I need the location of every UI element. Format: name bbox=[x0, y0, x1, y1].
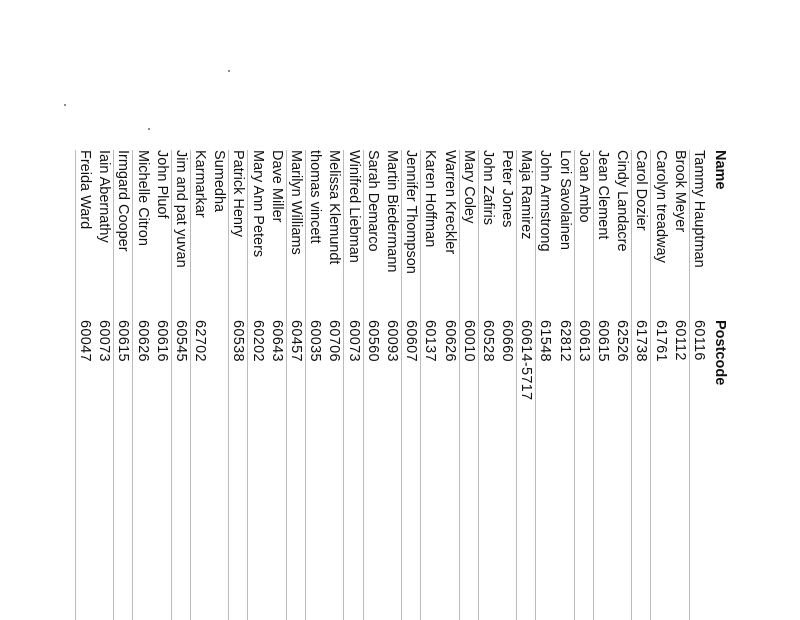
table-row bbox=[631, 150, 650, 620]
postcode-cell: 60560 bbox=[364, 320, 381, 362]
table-header bbox=[708, 150, 730, 620]
name-cell: John Pluof bbox=[153, 150, 170, 219]
table-row bbox=[401, 150, 420, 620]
name-cell: Carol Dozier bbox=[633, 150, 650, 231]
name-cell: Warren Kreckler bbox=[441, 150, 458, 255]
name-cell: Sarah Demarco bbox=[364, 150, 381, 252]
table-row bbox=[113, 150, 132, 620]
postcode-cell: 60615 bbox=[115, 320, 132, 362]
postcode-cell: 60660 bbox=[499, 320, 516, 362]
postcode-cell: 60112 bbox=[671, 320, 688, 361]
name-cell: Jim and pat yuvan bbox=[172, 150, 189, 268]
postcode-cell: 60202 bbox=[249, 320, 266, 362]
scan-speck bbox=[148, 128, 150, 130]
name-cell: Peter Jones bbox=[499, 150, 516, 228]
table-row bbox=[670, 150, 689, 620]
name-cell: Brook Meyer bbox=[671, 150, 688, 233]
scan-speck bbox=[228, 70, 230, 72]
name-cell: Carolyn treadway bbox=[652, 150, 669, 263]
scan-speck bbox=[64, 104, 66, 106]
postcode-cell: 60116 bbox=[691, 320, 707, 361]
name-cell: Karmarkar bbox=[192, 150, 209, 218]
postcode-cell: 60137 bbox=[422, 320, 439, 362]
name-cell: Cindy Landacre bbox=[614, 150, 631, 252]
table-row bbox=[439, 150, 458, 620]
postcode-cell: 60093 bbox=[384, 320, 400, 362]
table-row bbox=[382, 150, 401, 620]
table-row bbox=[535, 150, 554, 620]
table-row bbox=[420, 150, 439, 620]
postcode-cell: 60626 bbox=[441, 320, 458, 362]
table-row bbox=[267, 150, 286, 620]
postcode-cell: 60615 bbox=[595, 320, 612, 362]
name-cell: Martin Biedermann bbox=[384, 150, 400, 273]
table-row bbox=[171, 150, 190, 620]
name-cell: Irmgard Cooper bbox=[115, 150, 132, 252]
name-cell: Karen Hoffman bbox=[422, 150, 439, 248]
postcode-cell: 60613 bbox=[575, 320, 592, 362]
postcode-cell: 61548 bbox=[537, 320, 554, 362]
table-row bbox=[516, 150, 535, 620]
name-cell: Lori Savolainen bbox=[556, 150, 573, 250]
postcode-cell: 60643 bbox=[268, 320, 285, 362]
name-cell: Michelle Citron bbox=[134, 150, 151, 246]
postcode-cell: 60626 bbox=[134, 320, 151, 362]
name-cell: Joan Ambo bbox=[575, 150, 592, 223]
table-row bbox=[190, 150, 209, 620]
table-row bbox=[286, 150, 305, 620]
table-row bbox=[248, 150, 267, 620]
name-cell: Patrick Henry bbox=[230, 150, 247, 238]
table-row bbox=[152, 150, 171, 620]
postcode-cell: 60457 bbox=[288, 320, 305, 362]
table-row bbox=[689, 150, 708, 620]
postcode-cell: 61738 bbox=[633, 320, 650, 362]
name-cell: Sumedha bbox=[211, 150, 228, 213]
table-row bbox=[343, 150, 362, 620]
name-cell: John Zafiris bbox=[479, 150, 496, 225]
table-body bbox=[75, 150, 708, 620]
name-column-header: Name bbox=[711, 150, 728, 190]
name-cell: Iain Abernathy bbox=[96, 150, 113, 243]
table-row bbox=[324, 150, 343, 620]
postcode-cell: 60545 bbox=[172, 320, 189, 362]
postcode-cell: 60528 bbox=[479, 320, 496, 362]
name-cell: Melissa Klemundt bbox=[326, 150, 343, 265]
postcode-cell: 60614-5717 bbox=[518, 320, 535, 401]
postcode-cell: 60538 bbox=[230, 320, 247, 362]
table-row bbox=[650, 150, 669, 620]
table-row bbox=[612, 150, 631, 620]
table-row bbox=[478, 150, 497, 620]
table-row bbox=[228, 150, 247, 620]
name-cell: Dave Miller bbox=[268, 150, 285, 223]
postcode-cell: 60010 bbox=[460, 320, 477, 362]
table-row bbox=[209, 150, 228, 620]
name-cell: John Armstrong bbox=[537, 150, 554, 252]
postcode-column-header: Postcode bbox=[711, 320, 728, 386]
table-row bbox=[497, 150, 516, 620]
postcode-cell: 60607 bbox=[403, 320, 420, 362]
table-row bbox=[363, 150, 382, 620]
name-cell: Winifred Liebman bbox=[345, 150, 362, 263]
table-row bbox=[555, 150, 574, 620]
table-row bbox=[132, 150, 151, 620]
postcode-cell: 60047 bbox=[77, 320, 93, 362]
name-cell: Marilyn Williams bbox=[288, 150, 305, 255]
postcode-cell: 60706 bbox=[326, 320, 343, 362]
postcode-cell: 62812 bbox=[556, 320, 573, 362]
name-cell: Mary Ann Peters bbox=[249, 150, 266, 258]
name-cell: Freida Ward bbox=[77, 150, 93, 230]
postcode-cell: 60073 bbox=[345, 320, 362, 362]
name-cell: Jennifer Thompson bbox=[403, 150, 420, 274]
postcode-cell: 61761 bbox=[652, 320, 669, 362]
table-row bbox=[94, 150, 113, 620]
postcode-cell: 60035 bbox=[307, 320, 324, 362]
name-cell: Maja Ramirez bbox=[518, 150, 535, 240]
postcode-cell: 60616 bbox=[153, 320, 170, 362]
name-cell: Tammy Hauptman bbox=[691, 150, 707, 268]
table-row bbox=[593, 150, 612, 620]
postcode-cell: 60073 bbox=[96, 320, 113, 362]
scanned-page bbox=[50, 150, 730, 620]
name-cell: thomas vincett bbox=[307, 150, 324, 244]
table-row bbox=[459, 150, 478, 620]
table-row bbox=[305, 150, 324, 620]
name-cell: Jean Clement bbox=[595, 150, 612, 240]
postcode-cell: 62702 bbox=[192, 320, 209, 362]
table-row bbox=[574, 150, 593, 620]
table-row bbox=[75, 150, 94, 620]
name-cell: Mary Coley bbox=[460, 150, 477, 224]
postcode-cell: 62526 bbox=[614, 320, 631, 362]
